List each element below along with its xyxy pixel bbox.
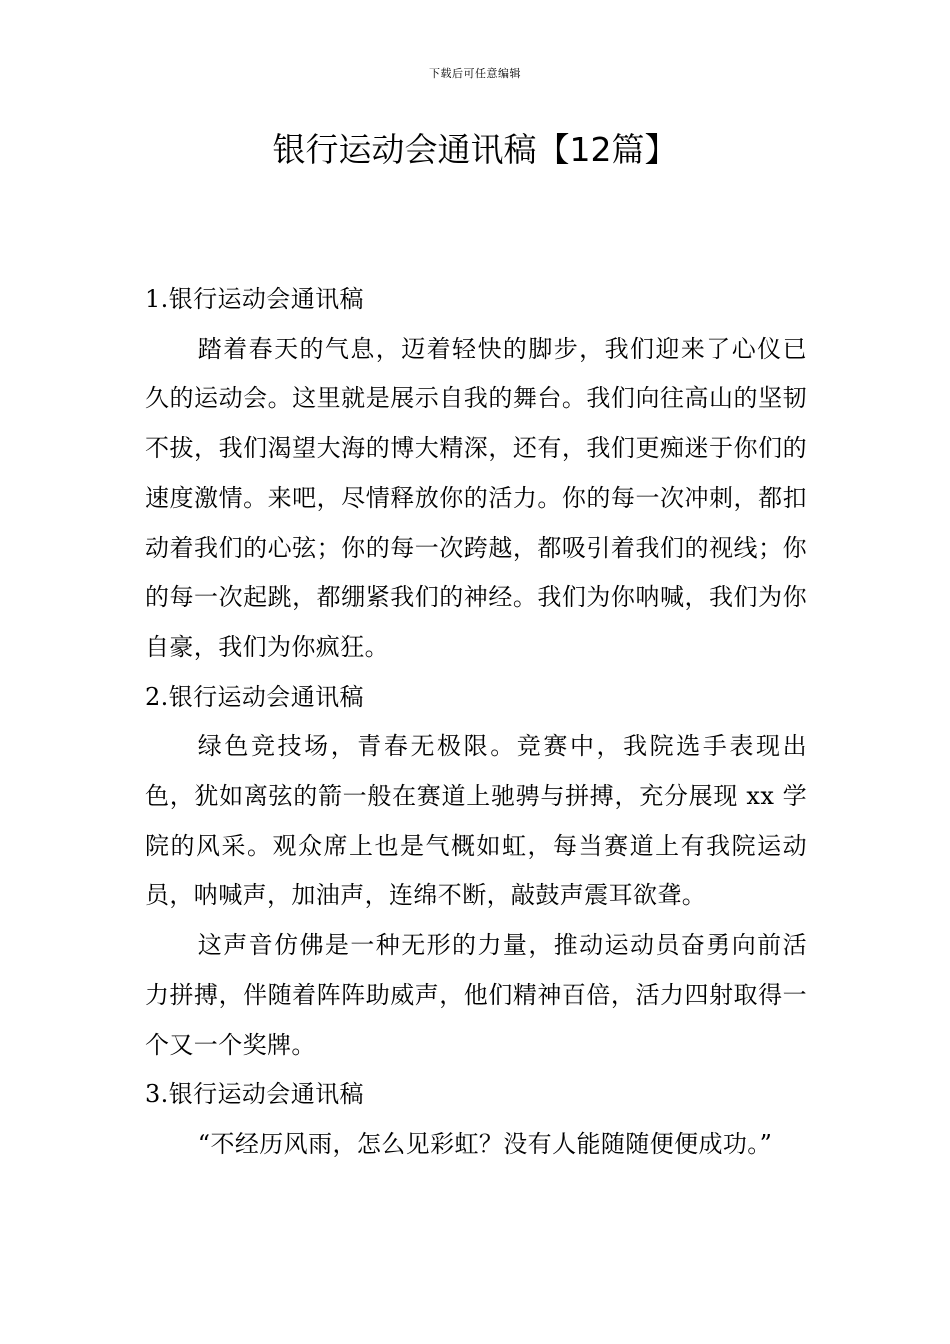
section-3-paragraph-1: “不经历风雨，怎么见彩虹？没有人能随随便便成功。” bbox=[197, 1129, 773, 1158]
section-1-paragraph-1: 踏着春天的气息，迈着轻快的脚步，我们迎来了心仪已久的运动会。这里就是展示自我的舞台。我们向往高山的坚韧不拔，我们渴望大海的博大精深，还有，我们更痴迷于你们的速度激情。来吧，尽情释放你的活力。你的每一次冲刺，都扣动着我们的心弦；你的每一次跨越，都吸引着我们的视线；你的每一次起跳，都绷紧我们的神经。我们为你呐喊，我们为你自豪，我们为你疯狂。 bbox=[145, 334, 807, 661]
section-heading-3: 3.银行运动会通讯稿 bbox=[145, 1080, 364, 1109]
header-note: 下载后可任意编辑 bbox=[429, 67, 521, 80]
section-2-paragraph-2: 这声音仿佛是一种无形的力量，推动运动员奋勇向前活力拼搏，伴随着阵阵助威声，他们精神百倍，活力四射取得一个又一个奖牌。 bbox=[145, 931, 807, 1059]
section-heading-2: 2.银行运动会通讯稿 bbox=[145, 682, 364, 711]
section-2-paragraph-1: 绿色竞技场，青春无极限。竞赛中，我院选手表现出色，犹如离弦的箭一般在赛道上驰骋与拼搏，充分展现 xx 学院的风采。观众席上也是气概如虹，每当赛道上有我院运动员，呐喊声，加油声，连绵不断，敲鼓声震耳欲聋。 bbox=[145, 732, 807, 910]
section-heading-1: 1.银行运动会通讯稿 bbox=[145, 285, 364, 313]
document-title: 银行运动会通讯稿【12篇】 bbox=[272, 130, 678, 169]
document-body bbox=[145, 275, 807, 1170]
